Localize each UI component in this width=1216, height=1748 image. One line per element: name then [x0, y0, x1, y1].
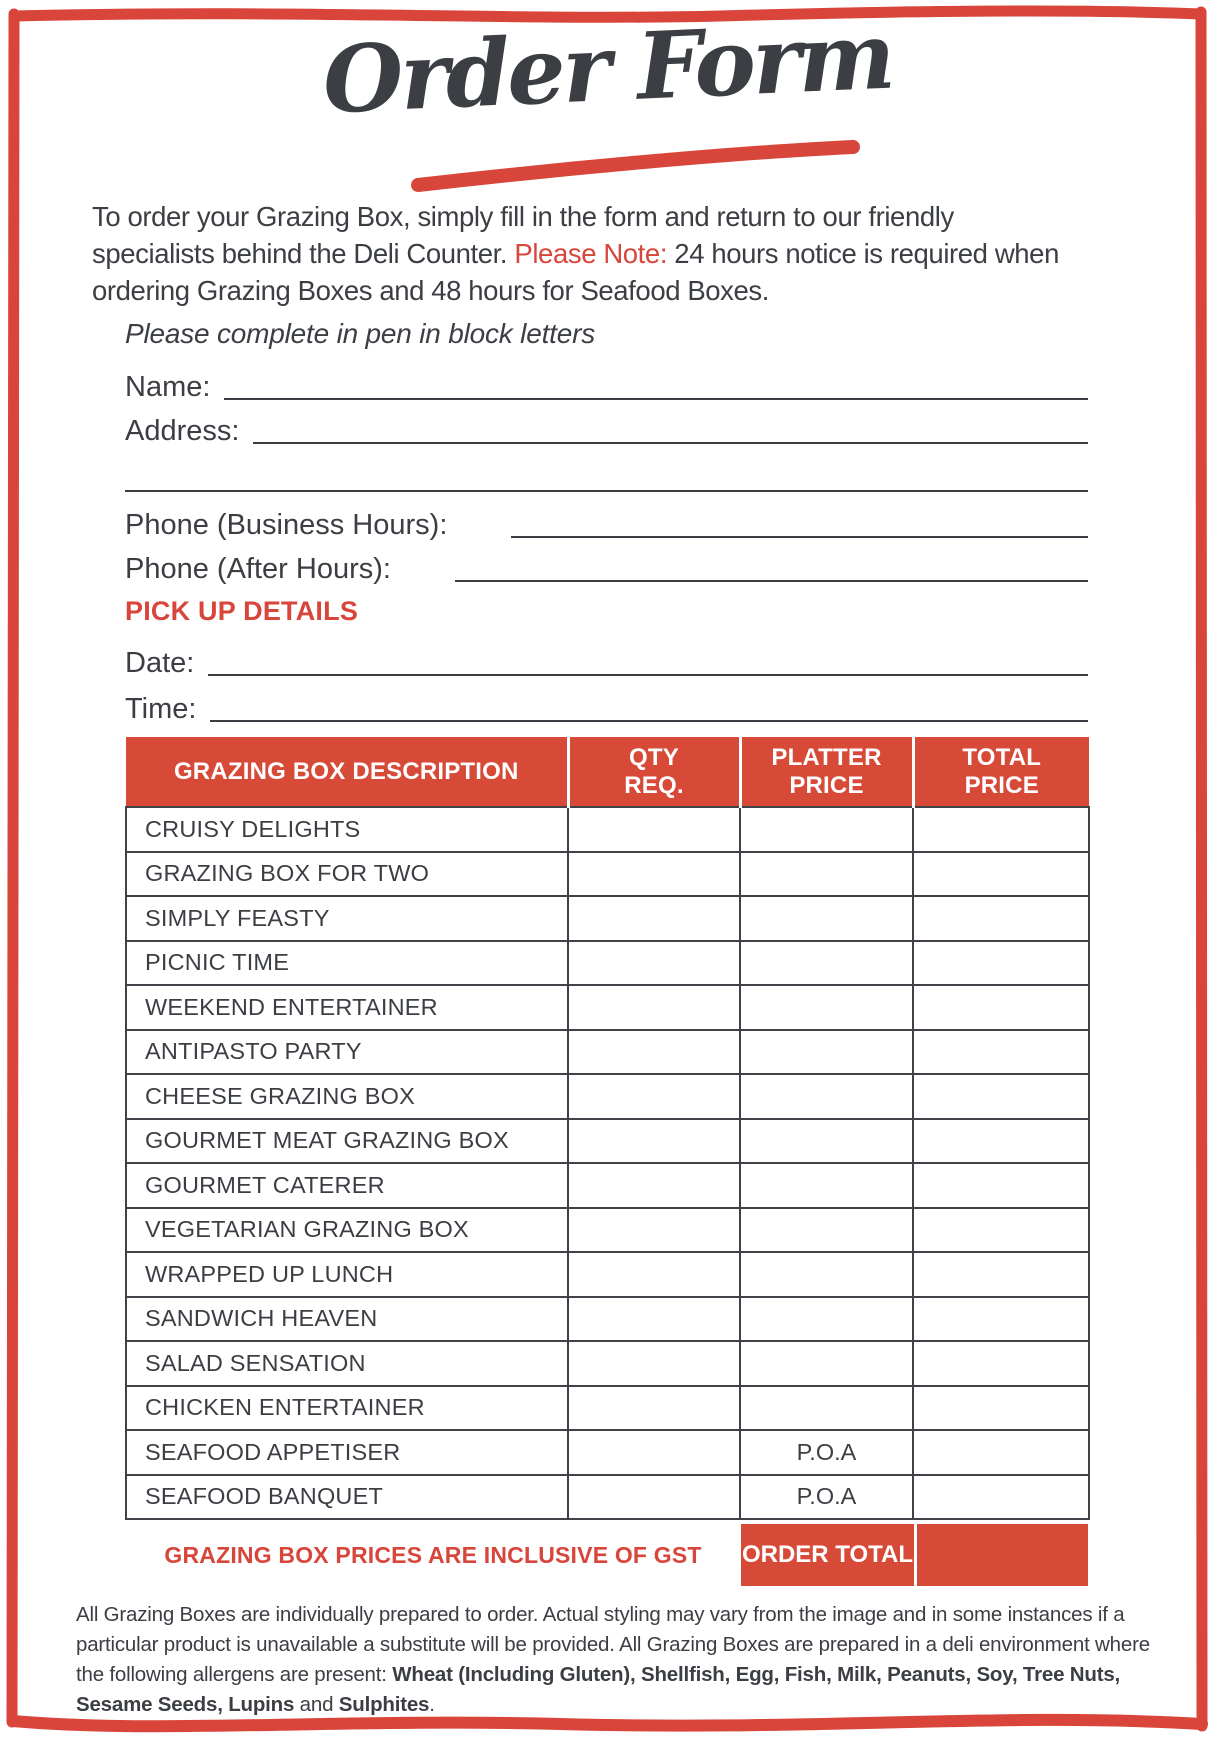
total-price-cell[interactable] — [913, 852, 1089, 897]
table-row — [126, 1119, 1089, 1164]
intro-paragraph — [92, 198, 1077, 309]
name-input-line[interactable] — [224, 364, 1088, 400]
total-price-cell[interactable] — [913, 1297, 1089, 1342]
box-description-cell: CRUISY DELIGHTS — [126, 807, 568, 852]
total-price-cell[interactable] — [913, 1208, 1089, 1253]
name-field-row — [125, 368, 1088, 402]
qty-req-cell[interactable] — [568, 852, 740, 897]
header-description: GRAZING BOX DESCRIPTION — [126, 737, 568, 807]
platter-price-cell[interactable] — [740, 1252, 913, 1297]
phone-after-field-row — [125, 550, 1088, 584]
platter-price-cell[interactable] — [740, 1074, 913, 1119]
table-row — [126, 1430, 1089, 1475]
qty-req-cell[interactable] — [568, 1119, 740, 1164]
header-qty: QTY REQ. — [568, 737, 740, 807]
box-description-cell: WRAPPED UP LUNCH — [126, 1252, 568, 1297]
platter-price-cell[interactable] — [740, 985, 913, 1030]
qty-req-cell[interactable] — [568, 941, 740, 986]
total-price-cell[interactable] — [913, 1430, 1089, 1475]
total-price-cell[interactable] — [913, 896, 1089, 941]
qty-req-cell[interactable] — [568, 1208, 740, 1253]
qty-req-cell[interactable] — [568, 1163, 740, 1208]
header-platter-price: PLATTER PRICE — [740, 737, 913, 807]
qty-req-cell[interactable] — [568, 1386, 740, 1431]
table-row — [126, 1475, 1089, 1520]
table-row — [126, 852, 1089, 897]
box-description-cell: GOURMET MEAT GRAZING BOX — [126, 1119, 568, 1164]
please-note-label: Please Note: — [514, 238, 668, 269]
table-row — [126, 1297, 1089, 1342]
date-field-row — [125, 644, 1088, 678]
platter-price-cell[interactable] — [740, 896, 913, 941]
box-description-cell: VEGETARIAN GRAZING BOX — [126, 1208, 568, 1253]
allergens-bold-1: Wheat (Including Gluten), Shellfish, Egg, Fish, Milk, Peanuts, Soy, Tree Nuts, Sesame Seeds, Lupins — [76, 1663, 1121, 1716]
total-price-cell[interactable] — [913, 1475, 1089, 1520]
date-input-line[interactable] — [208, 640, 1088, 676]
platter-price-cell[interactable] — [740, 1163, 913, 1208]
address-label: Address: — [125, 414, 240, 447]
phone-business-input-line[interactable] — [511, 502, 1088, 538]
table-row — [126, 1252, 1089, 1297]
header-total-price: TOTAL PRICE — [913, 737, 1089, 807]
table-row — [126, 1074, 1089, 1119]
box-description-cell: WEEKEND ENTERTAINER — [126, 985, 568, 1030]
grazing-table-body — [126, 807, 1089, 1519]
table-row — [126, 1341, 1089, 1386]
pickup-details-heading: PICK UP DETAILS — [125, 596, 359, 626]
qty-req-cell[interactable] — [568, 1297, 740, 1342]
date-label: Date: — [125, 646, 195, 679]
fill-instruction: Please complete in pen in block letters — [125, 318, 596, 349]
table-row — [126, 1163, 1089, 1208]
box-description-cell: SANDWICH HEAVEN — [126, 1297, 568, 1342]
table-row — [126, 807, 1089, 852]
qty-req-cell[interactable] — [568, 1475, 740, 1520]
platter-price-cell[interactable] — [740, 807, 913, 852]
box-description-cell: SIMPLY FEASTY — [126, 896, 568, 941]
time-field-row — [125, 690, 1088, 724]
total-price-cell[interactable] — [913, 1119, 1089, 1164]
total-price-cell[interactable] — [913, 985, 1089, 1030]
order-total-value-cell[interactable] — [917, 1524, 1088, 1586]
platter-price-cell[interactable] — [740, 852, 913, 897]
platter-price-cell[interactable] — [740, 1208, 913, 1253]
disclaimer-part1: All Grazing Boxes are individually prepared to order. Actual styling may vary from the image and in some instances if a particular product is unavailable a substitute will be provided. All Grazing Boxes are prepared in a deli environment where the following allergens are present: — [76, 1603, 1150, 1686]
box-description-cell: SEAFOOD APPETISER — [126, 1430, 568, 1475]
table-row — [126, 985, 1089, 1030]
box-description-cell: GRAZING BOX FOR TWO — [126, 852, 568, 897]
phone-after-label: Phone (After Hours): — [125, 552, 391, 585]
platter-price-cell[interactable] — [740, 941, 913, 986]
total-price-cell[interactable] — [913, 1030, 1089, 1075]
intro-part2: 24 hours notice is required when ordering Grazing Boxes and 48 hours for Seafood Boxes. — [92, 238, 1059, 306]
qty-req-cell[interactable] — [568, 985, 740, 1030]
total-price-cell[interactable] — [913, 1252, 1089, 1297]
platter-price-cell[interactable] — [740, 1341, 913, 1386]
intro-part1: To order your Grazing Box, simply fill in the form and return to our friendly specialists behind the Deli Counter. — [92, 201, 954, 269]
disclaimer-and: and — [294, 1693, 339, 1716]
address-input-line-2[interactable] — [125, 460, 1088, 492]
platter-price-cell: P.O.A — [740, 1475, 913, 1520]
box-description-cell: SALAD SENSATION — [126, 1341, 568, 1386]
phone-business-label: Phone (Business Hours): — [125, 508, 448, 541]
box-description-cell: ANTIPASTO PARTY — [126, 1030, 568, 1075]
total-price-cell[interactable] — [913, 1386, 1089, 1431]
platter-price-cell: P.O.A — [740, 1430, 913, 1475]
name-label: Name: — [125, 370, 211, 403]
table-row — [126, 1208, 1089, 1253]
time-input-line[interactable] — [210, 686, 1088, 722]
total-price-cell[interactable] — [913, 941, 1089, 986]
order-total-label: ORDER TOTAL — [741, 1524, 917, 1586]
box-description-cell: CHICKEN ENTERTAINER — [126, 1386, 568, 1431]
disclaimer-end: . — [429, 1693, 435, 1716]
total-price-cell[interactable] — [913, 807, 1089, 852]
phone-business-field-row — [125, 506, 1088, 540]
qty-req-cell[interactable] — [568, 1074, 740, 1119]
address-input-line[interactable] — [253, 408, 1088, 444]
header — [0, 1, 1216, 135]
qty-req-cell[interactable] — [568, 1252, 740, 1297]
title-underline-swoosh — [408, 138, 863, 196]
total-price-cell[interactable] — [913, 1341, 1089, 1386]
table-row — [126, 1030, 1089, 1075]
qty-req-cell[interactable] — [568, 1430, 740, 1475]
total-price-cell[interactable] — [913, 1074, 1089, 1119]
table-row — [126, 896, 1089, 941]
platter-price-cell[interactable] — [740, 1119, 913, 1164]
box-description-cell: GOURMET CATERER — [126, 1163, 568, 1208]
box-description-cell: PICNIC TIME — [126, 941, 568, 986]
qty-req-cell[interactable] — [568, 1030, 740, 1075]
qty-req-cell[interactable] — [568, 896, 740, 941]
grazing-table-header — [126, 737, 1089, 807]
box-description-cell: SEAFOOD BANQUET — [126, 1475, 568, 1520]
total-price-cell[interactable] — [913, 1163, 1089, 1208]
platter-price-cell[interactable] — [740, 1386, 913, 1431]
table-row — [126, 941, 1089, 986]
platter-price-cell[interactable] — [740, 1297, 913, 1342]
address-field-row — [125, 412, 1088, 446]
gst-note: GRAZING BOX PRICES ARE INCLUSIVE OF GST — [164, 1541, 702, 1568]
box-description-cell: CHEESE GRAZING BOX — [126, 1074, 568, 1119]
qty-req-cell[interactable] — [568, 1341, 740, 1386]
qty-req-cell[interactable] — [568, 807, 740, 852]
table-row — [126, 1386, 1089, 1431]
time-label: Time: — [125, 692, 197, 725]
phone-after-input-line[interactable] — [455, 546, 1088, 582]
totals-bar — [125, 1524, 1088, 1586]
platter-price-cell[interactable] — [740, 1030, 913, 1075]
page-title: Order Form — [321, 1, 895, 135]
allergens-bold-2: Sulphites — [338, 1693, 430, 1716]
disclaimer-text — [76, 1600, 1156, 1720]
grazing-box-table — [125, 737, 1090, 1520]
